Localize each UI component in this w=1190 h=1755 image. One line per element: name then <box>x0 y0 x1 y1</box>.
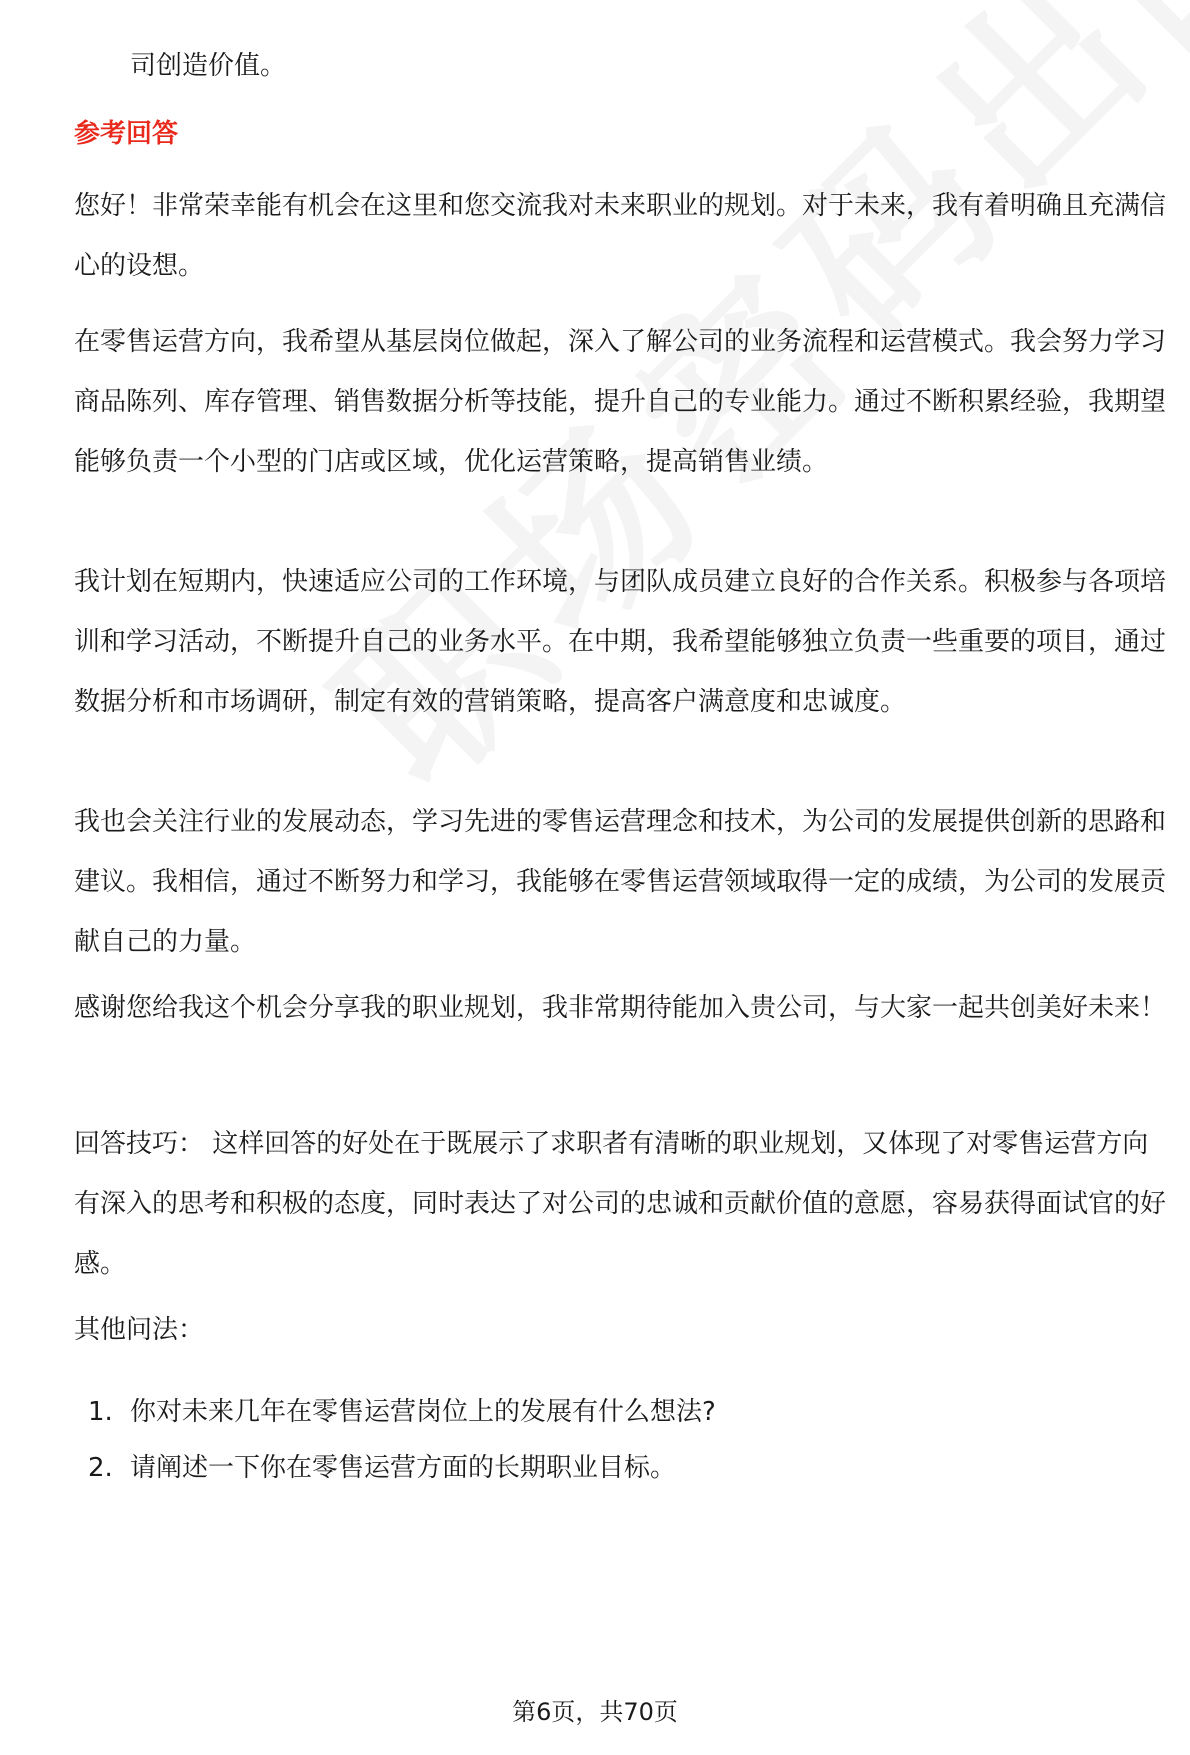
list-item-text: 你对未来几年在零售运营岗位上的发展有什么想法? <box>130 1397 716 1427</box>
paragraph-thanks: 感谢您给我这个机会分享我的职业规划，我非常期待能加入贵公司，与大家一起共创美好未来！ <box>74 993 1167 1023</box>
intro-tail: 司创造价值。 <box>130 51 287 81</box>
list-item-text: 请阐述一下你在零售运营方面的长期职业目标。 <box>130 1453 677 1483</box>
page-footer: 第6页，共70页 <box>512 1698 678 1726</box>
paragraph-short-mid-term: 我计划在短期内，快速适应公司的工作环境，与团队成员建立良好的合作关系。积极参与各项培训和学习活动，不断提升自己的业务水平。在中期，我希望能够独立负责一些重要的项目，通过数据分析和市场调研，制定有效的营销策略，提高客户满意度和忠诚度。 <box>74 567 1167 717</box>
list-item <box>88 1438 676 1498</box>
list-item-number: 2. <box>88 1453 113 1483</box>
paragraph-industry: 我也会关注行业的发展动态，学习先进的零售运营理念和技术，为公司的发展提供创新的思路和建议。我相信，通过不断努力和学习，我能够在零售运营领域取得一定的成绩，为公司的发展贡献自己的力量。 <box>74 807 1167 957</box>
section-heading: 参考回答 <box>74 119 179 149</box>
list-item <box>88 1382 716 1442</box>
paragraph-greeting: 您好！非常荣幸能有机会在这里和您交流我对未来职业的规划。对于未来，我有着明确且充满信心的设想。 <box>74 191 1167 281</box>
paragraph-direction: 在零售运营方向，我希望从基层岗位做起，深入了解公司的业务流程和运营模式。我会努力学习商品陈列、库存管理、销售数据分析等技能，提升自己的专业能力。通过不断积累经验，我期望能够负责一个小型的门店或区域，优化运营策略，提高销售业绩。 <box>74 327 1167 477</box>
answer-tips: 回答技巧： 这样回答的好处在于既展示了求职者有清晰的职业规划，又体现了对零售运营方向有深入的思考和积极的态度，同时表达了对公司的忠诚和贡献价值的意愿，容易获得面试官的好感。 <box>74 1129 1167 1279</box>
list-item-number: 1. <box>88 1397 113 1427</box>
other-questions-label: 其他问法： <box>74 1315 205 1345</box>
